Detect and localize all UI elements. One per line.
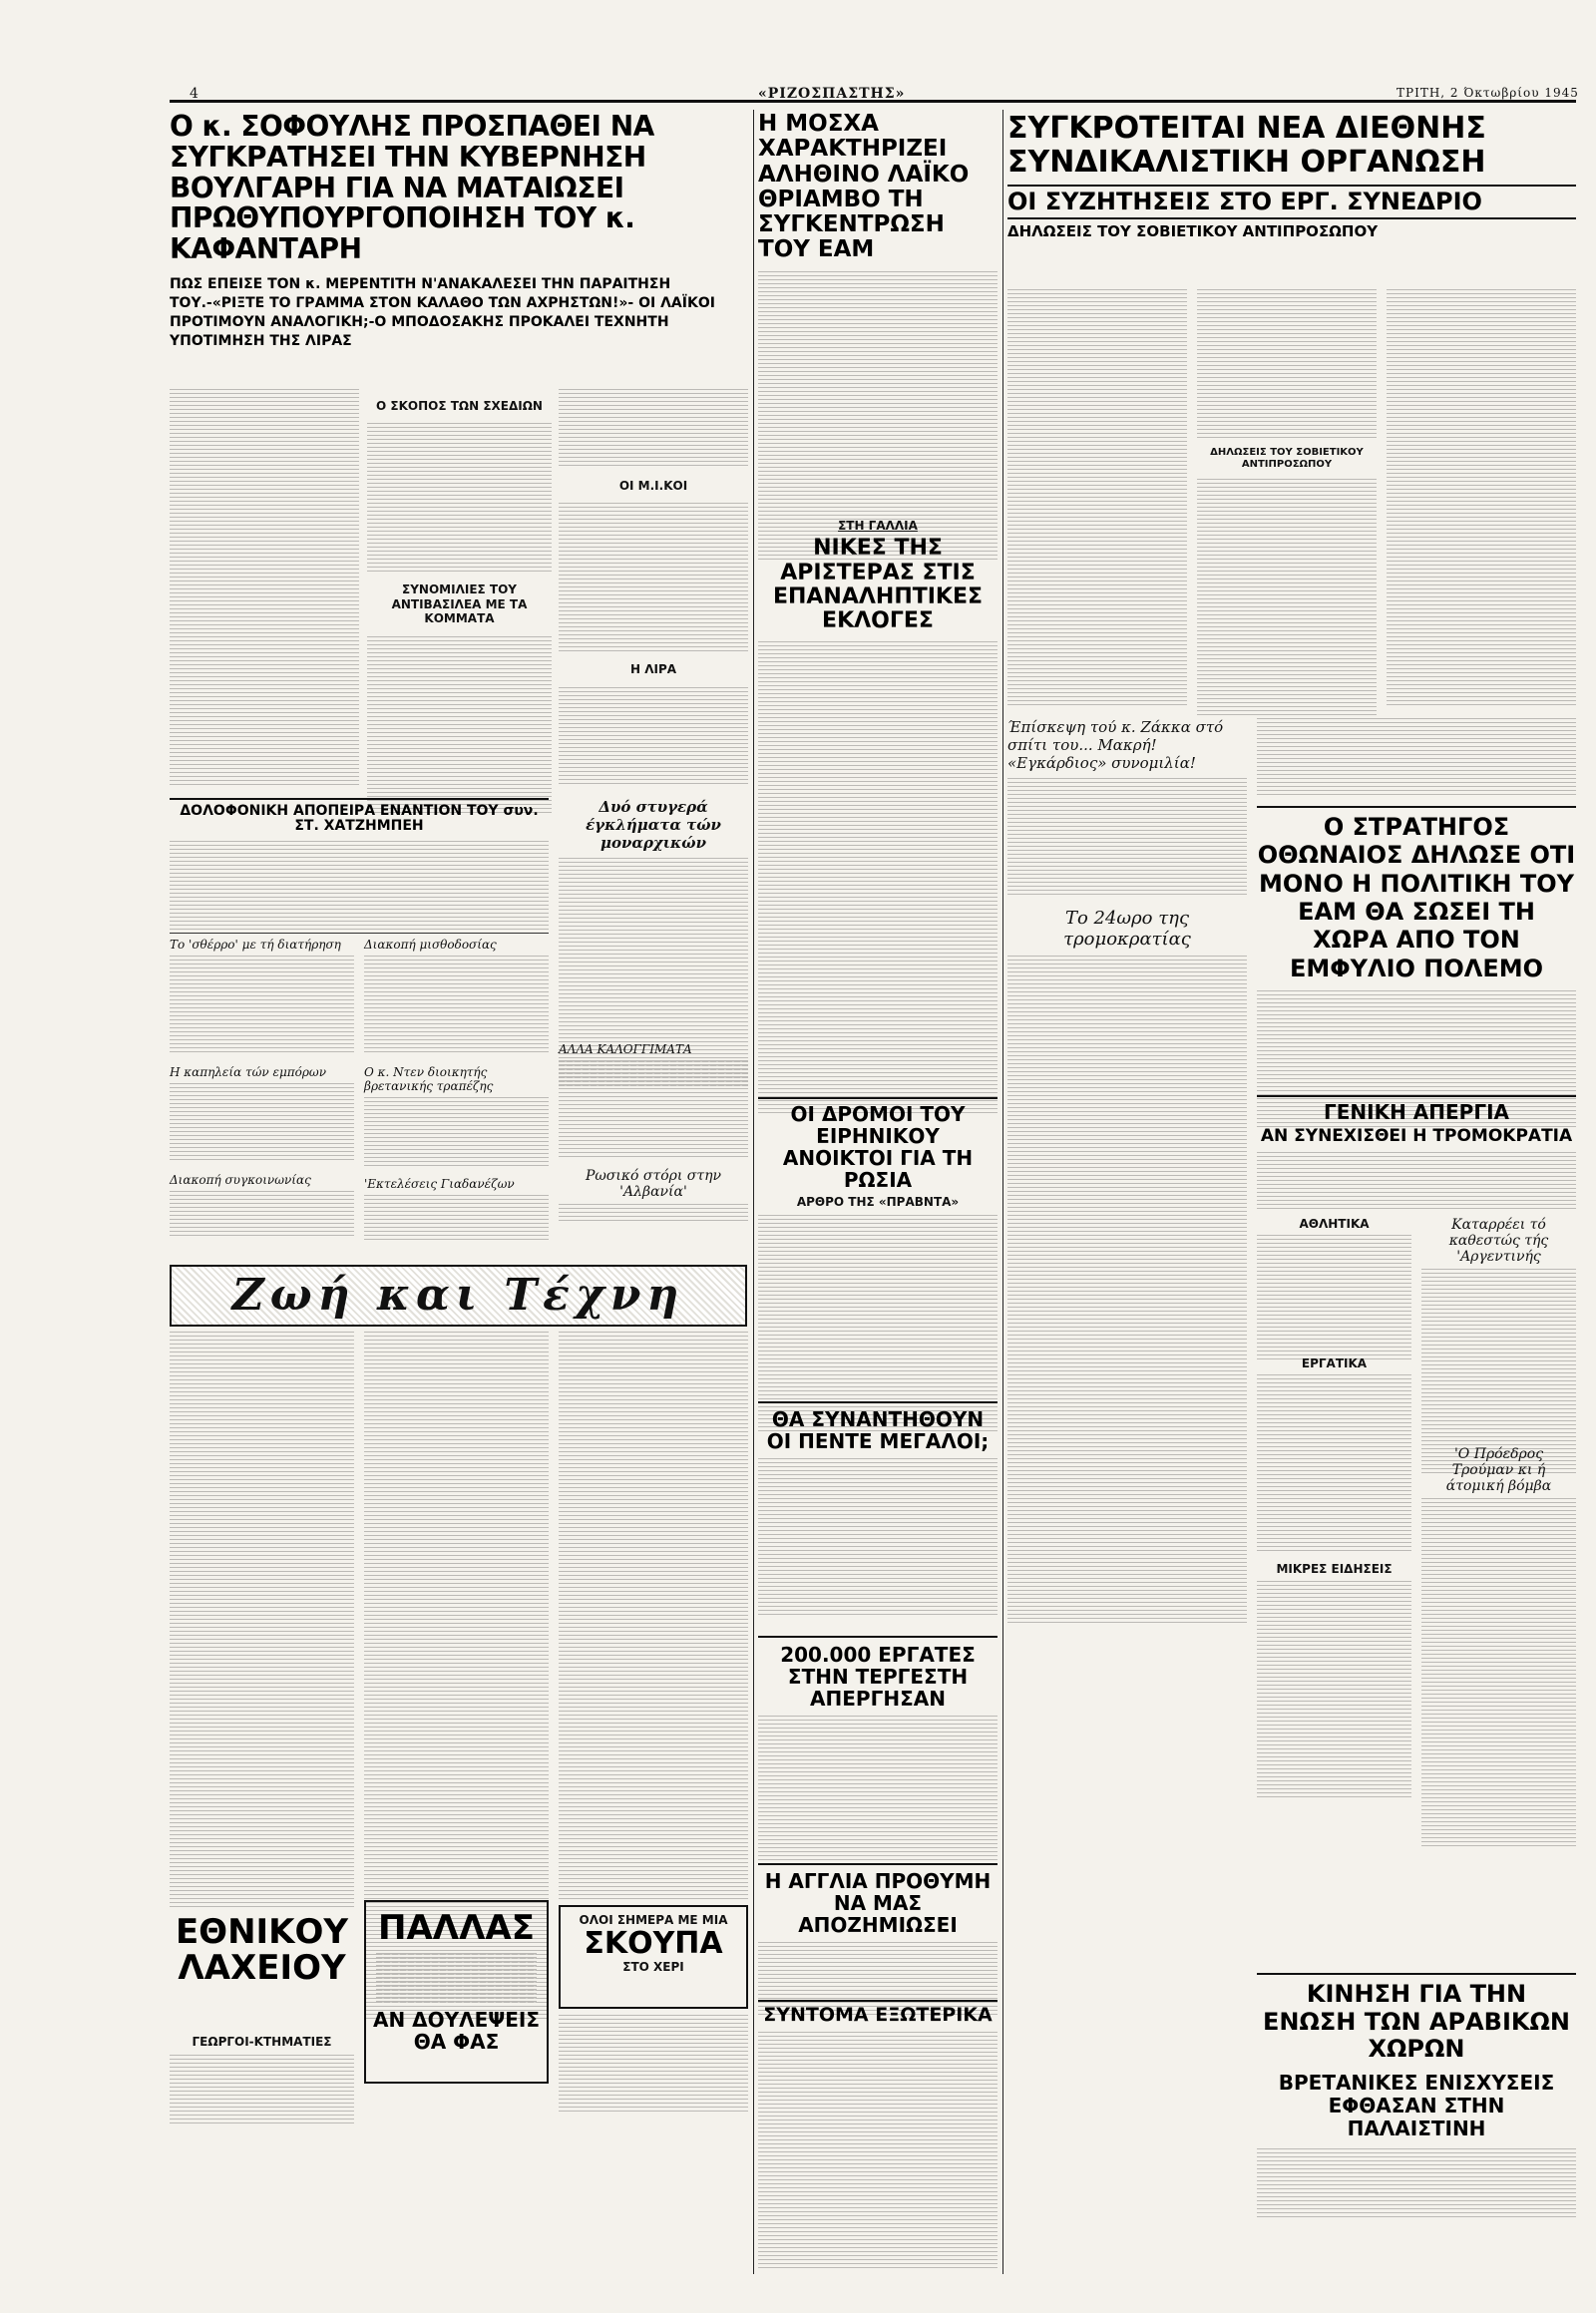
page-header [170, 86, 1579, 103]
soviet-label: ΔΗΛΩΣΕΙΣ ΤΟΥ ΣΟΒΙΕΤΙΚΟΥ ΑΝΤΙΠΡΟΣΩΠΟΥ [1210, 447, 1364, 470]
culture-banner: Ζωή και Τέχνη [170, 1265, 747, 1327]
small-news-title: 'Εκτελέσεις Γιαδανέζων [364, 1177, 515, 1191]
attempt-article [170, 804, 549, 936]
argentina-article [1421, 1217, 1576, 1473]
section-heading: Ο ΣΚΟΠΟΣ ΤΩΝ ΣΧΕΔΙΩΝ [376, 399, 543, 413]
strike-article [1257, 1101, 1576, 1212]
theatre-name: ΠΑΛΛΑΣ [378, 1908, 535, 1948]
syndicate-headline: ΣΥΓΚΡΟΤΕΙΤΑΙ ΝΕΑ ΔΙΕΘΝΗΣ ΣΥΝΔΙΚΑΛΙΣΤΙΚΗ ΟΡΓΑΝΩΣΗ [1007, 111, 1486, 180]
lottery-title: ΕΘΝΙΚΟΥ ΛΑΧΕΙΟΥ [175, 1912, 349, 1988]
col3-syndicate-article [1007, 112, 1576, 239]
gaul-label: ΣΤΗ ΓΑΛΛΙΑ [838, 519, 918, 533]
broom-ad-title: ΣΚΟΥΠΑ [584, 1926, 723, 1962]
small-news-title: Ρωσικό στόρι στην 'Αλβανία' [585, 1168, 722, 1200]
divider [1257, 806, 1576, 808]
roads-sub: ΑΡΘΡΟ ΤΗΣ «ΠΡΑΒΝΤΑ» [796, 1195, 960, 1209]
divider [758, 1636, 998, 1638]
gaul-article [758, 519, 998, 1115]
section-heading: ΣΥΝΟΜΙΛΙΕΣ ΤΟΥ ΑΝΤΙΒΑΣΙΛΕΑ ΜΕ ΤΑ ΚΟΜΜΑΤΑ [391, 582, 528, 626]
divider [170, 798, 549, 800]
culture-col-c [559, 1332, 748, 1900]
truman-article [1421, 1446, 1576, 1847]
georgoi-ad [170, 2035, 354, 2124]
page-number: 4 [190, 86, 200, 102]
workers-label: ΕΡΓΑΤΙΚΑ [1301, 1356, 1368, 1370]
roads-article [758, 1103, 998, 1434]
lead-body-col-c [559, 389, 748, 788]
divider [1257, 1095, 1576, 1097]
brief-headline: ΣΥΝΤΟΜΑ ΕΞΩΤΕΡΙΚΑ [763, 2004, 993, 2026]
strike-label: ΓΕΝΙΚΗ ΑΠΕΡΓΙΑ [1324, 1100, 1509, 1124]
divider [170, 933, 549, 934]
theatre-ad [364, 1900, 549, 2084]
workers-article [758, 1644, 998, 1865]
culture-col-a [170, 1332, 354, 1910]
truman-title: 'Ο Πρόεδρος Τρούμαν κι ή άτομική βόμβα [1445, 1446, 1552, 1494]
tromo-title: Το 24ωρο της τρομοκρατίας [1063, 908, 1191, 950]
general-headline: Ο ΣΤΡΑΤΗΓΟΣ ΟΘΩΝΑΙΟΣ ΔΗΛΩΣΕ ΟΤΙ ΜΟΝΟ Η ΠΟΛΙΤΙΚΗ ΤΟΥ ΕΑΜ ΘΑ ΣΩΣΕΙ ΤΗ ΧΩΡΑ ΑΠΟ ΤΟΝ ΕΜΦΥΛΙΟ ΠΟΛΕΜΟ [1257, 813, 1576, 982]
syndicate-body-b [1197, 289, 1377, 708]
small-news-title: Διακοπή μισθοδοσίας [364, 938, 497, 952]
small-news-col-c [559, 1042, 748, 1224]
syndicate-subhead: ΟΙ ΣΥΖΗΤΗΣΕΙΣ ΣΤΟ ΕΡΓ. ΣΥΝΕΔΡΙΟ [1007, 185, 1576, 218]
small-news-title: Η καπηλεία τών εμπόρων [170, 1065, 327, 1079]
small-news-label: ΜΙΚΡΕΣ ΕΙΔΗΣΕΙΣ [1276, 1562, 1393, 1577]
syndicate-body-a [1007, 289, 1187, 708]
divider [758, 1863, 998, 1865]
broom-ad [559, 1905, 748, 2009]
attempt-headline: ΔΟΛΟΦΟΝΙΚΗ ΑΠΟΠΕΙΡΑ ΕΝΑΝΤΙΟΝ ΤΟΥ συν. ΣΤ. ΧΑΤΖΗΜΠΕΗ [180, 803, 539, 835]
workers-news [1257, 1356, 1411, 1800]
lead-body-col-b [367, 389, 552, 788]
arab-headline: ΚΙΝΗΣΗ ΓΙΑ ΤΗΝ ΕΝΩΣΗ ΤΩΝ ΑΡΑΒΙΚΩΝ ΧΩΡΩΝ [1263, 1980, 1570, 2064]
issue-date: ΤΡΙΤΗ, 2 Όκτωβρίου 1945 [1396, 86, 1579, 100]
divider [758, 1401, 998, 1403]
divider [758, 2000, 998, 2002]
five-article [758, 1408, 998, 1618]
moscow-headline: Η ΜΟΣΧΑ ΧΑΡΑΚΤΗΡΙΖΕΙ ΑΛΗΘΙΝΟ ΛΑΪΚΟ ΘΡΙΑΜΒΟ ΤΗ ΣΥΓΚΕΝΤΡΩΣΗ ΤΟΥ ΕΑΜ [758, 111, 970, 263]
column-divider [1002, 110, 1003, 2274]
lottery-ad [170, 1912, 354, 2025]
workers-headline: 200.000 ΕΡΓΑΤΕΣ ΣΤΗΝ ΤΕΡΓΕΣΤΗ ΑΠΕΡΓΗΣΑΝ [780, 1643, 976, 1711]
arab-article [1257, 1981, 1576, 2218]
col2-moscow-article [758, 112, 998, 561]
lead-headline: Ο κ. ΣΟΦΟΥΛΗΣ ΠΡΟΣΠΑΘΕΙ ΝΑ ΣΥΓΚΡΑΤΗΣΕΙ ΤΗΝ ΚΥΒΕΡΝΗΣΗ ΒΟΥΛΓΑΡΗ ΓΙΑ ΝΑ ΜΑΤΑΙΩΣΕΙ ΠΡΩΘΥΠΟΥΡΓΟΠΟΙΗΣΗ ΤΟΥ κ. ΚΑΦΑΝΤΑΡΗ [170, 110, 654, 266]
small-news-col-b [364, 938, 549, 1240]
strike-headline: ΑΝ ΣΥΝΕΧΙΣΘΕΙ Η ΤΡΟΜΟΚΡΑΤΙΑ [1260, 1126, 1573, 1146]
culture-col-c-tail [559, 2015, 748, 2115]
syndicate-body-c [1387, 289, 1576, 708]
gaul-headline: ΝΙΚΕΣ ΤΗΣ ΑΡΙΣΤΕΡΑΣ ΣΤΙΣ ΕΠΑΝΑΛΗΠΤΙΚΕΣ ΕΚΛΟΓΕΣ [772, 536, 984, 633]
masthead: «ΡΙΖΟΣΠΑΣΤΗΣ» [758, 86, 906, 102]
zakka-article [1007, 718, 1247, 1624]
england-article [758, 1870, 998, 2017]
zakka-title: Έπίσκεψη τού κ. Ζάκκα στό σπίτι του... Μακρή! «Εγκάρδιος» συνομιλία! [1007, 718, 1224, 772]
small-news-title: Διακοπή συγκοινωνίας [170, 1173, 311, 1187]
broom-ad-bottom: ΣΤΟ ΧΕΡΙ [622, 1960, 684, 1975]
georgoi-title: ΓΕΩΡΓΟΙ-ΚΤΗΜΑΤΙΕΣ [192, 2035, 332, 2049]
small-news-title: Ο κ. Ντεν διοικητής βρετανικής τραπέζης [364, 1065, 494, 1093]
brief-article [758, 2005, 998, 2271]
column-divider [753, 110, 754, 2274]
five-headline: ΘΑ ΣΥΝΑΝΤΗΘΟΥΝ ΟΙ ΠΕΝΤΕ ΜΕΓΑΛΟΙ; [766, 1407, 990, 1453]
sports-article [1257, 1217, 1411, 1359]
theatre-play: ΑΝ ΔΟΥΛΕΨΕΙΣ ΘΑ ΦΑΣ [372, 2008, 541, 2055]
argentina-title: Καταρρέει τό καθεστώς τής 'Αργεντινής [1448, 1217, 1549, 1265]
col1-lead-article [170, 112, 748, 351]
broom-ad-top: ΟΛΟΙ ΣΗΜΕΡΑ ΜΕ ΜΙΑ [579, 1913, 728, 1927]
divider [1257, 1973, 1576, 1975]
small-news-title: ΑΛΛΑ ΚΑΛΟΓΓΙΜΑΤΑ [559, 1042, 692, 1056]
soviet-subhead: ΔΗΛΩΣΕΙΣ ΤΟΥ ΣΟΒΙΕΤΙΚΟΥ ΑΝΤΙΠΡΟΣΩΠΟΥ [1007, 221, 1379, 240]
royal-crimes-headline: Δυό στυγερά έγκλήματα τών μοναρχικών [586, 798, 721, 852]
section-heading: ΟΙ Μ.Ι.ΚΟΙ [618, 479, 688, 493]
england-headline: Η ΑΓΓΛΙΑ ΠΡΟΘΥΜΗ ΝΑ ΜΑΣ ΑΠΟΖΗΜΙΩΣΕΙ [764, 1869, 992, 1937]
small-news-col-a [170, 938, 354, 1236]
zakka-side-text [1257, 718, 1576, 798]
small-news-title: Το 'σθέρρο' με τή διατήρηση [170, 938, 341, 952]
divider [758, 1097, 998, 1099]
arab-subhead: ΒΡΕΤΑΝΙΚΕΣ ΕΝΙΣΧΥΣΕΙΣ ΕΦΘΑΣΑΝ ΣΤΗΝ ΠΑΛΑΙΣΤΙΝΗ [1278, 2070, 1555, 2140]
general-article [1257, 813, 1576, 1130]
lead-subhead: ΠΩΣ ΕΠΕΙΣΕ ΤΟΝ κ. ΜΕΡΕΝΤΙΤΗ Ν'ΑΝΑΚΑΛΕΣΕΙ ΤΗΝ ΠΑΡΑΙΤΗΣΗ ΤΟΥ.-«ΡΙΞΤΕ ΤΟ ΓΡΑΜΜΑ ΣΤΟΝ ΚΑΛΑΘΟ ΤΩΝ ΑΧΡΗΣΤΩΝ!»- ΟΙ ΛΑΪΚΟΙ ΠΡΟΤΙΜΟΥΝ ΑΝΑΛΟΓΙΚΗ;-Ο ΜΠΟΔΟΣΑΚΗΣ ΠΡΟΚΑΛΕΙ ΤΕΧΝΗΤΗ ΥΠΟΤΙΜΗΣΗ ΤΗΣ ΛΙΡΑΣ [170, 275, 715, 349]
roads-headline: ΟΙ ΔΡΟΜΟΙ ΤΟΥ ΕΙΡΗΝΙΚΟΥ ΑΝΟΙΚΤΟΙ ΓΙΑ ΤΗ ΡΩΣΙΑ [782, 1102, 974, 1192]
section-heading: Η ΛΙΡΑ [629, 662, 677, 677]
lead-body-col-a [170, 389, 359, 788]
sports-label: ΑΘΛΗΤΙΚΑ [1299, 1217, 1370, 1231]
